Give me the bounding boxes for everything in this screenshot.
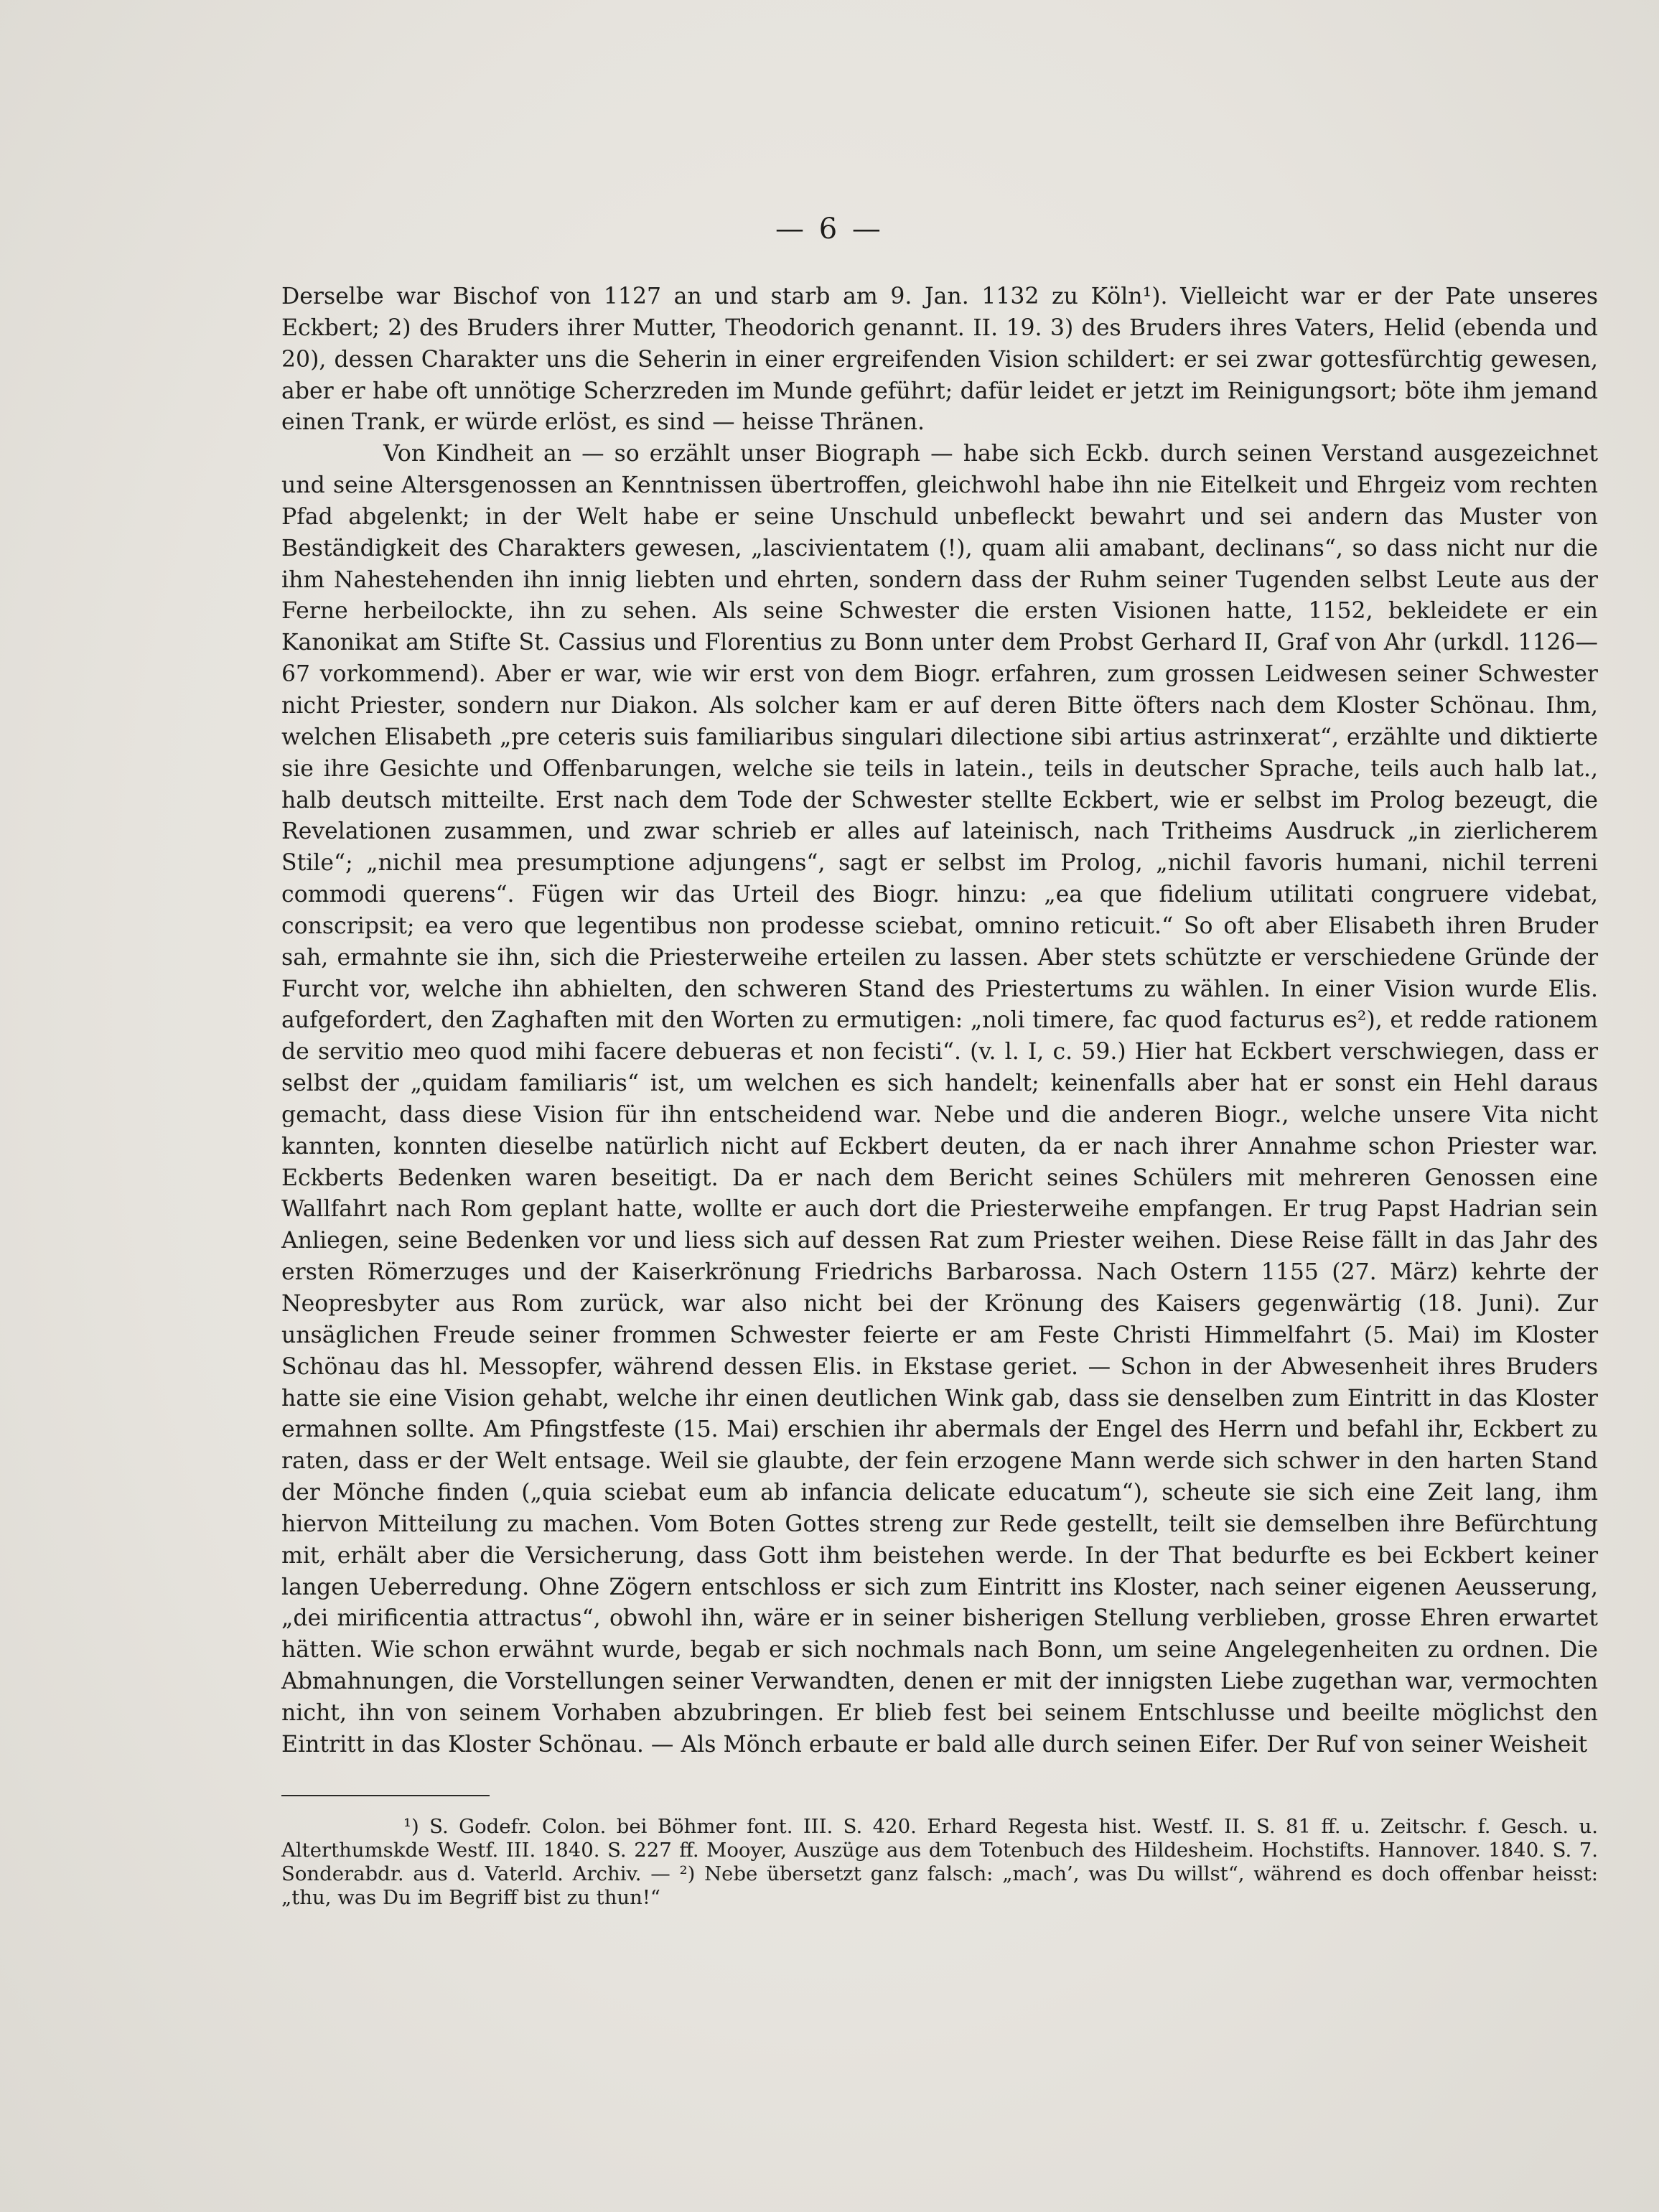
page-number: — 6 — — [775, 213, 884, 246]
footnote-1: ¹) S. Godefr. Colon. bei Böhmer font. III. S. 420. Erhard Regesta hist. Westf. II. S. 81 ff. u. Zeitschr. f. Gesch. u. Alterthumskde Westf. III. 1840. S. 227 ff. Mooyer, Auszüge aus dem Totenbuch des Hildesheim. Hochstifts. Hannover. 1840. S. 7. Sonderabdr. aus d. Vaterld. Archiv. — ²) Nebe übersetzt ganz falsch: „mach’, was Du willst“, während es doch offenbar heisst: „thu, was Du im Begriff bist zu thun!“ — [281, 1815, 1598, 1909]
main-text — [281, 281, 1598, 1761]
footnote-separator — [281, 1795, 490, 1796]
paragraph-1: Derselbe war Bischof von 1127 an und starb am 9. Jan. 1132 zu Köln¹). Vielleicht war er der Pate unseres Eckbert; 2) des Bruders ihrer Mutter, Theodorich genannt. II. 19. 3) des Bruders ihres Vaters, Helid (ebenda und 20), dessen Charakter uns die Seherin in einer ergreifenden Vision schildert: er sei zwar gottesfürchtig gewesen, aber er habe oft unnötige Scherzreden im Munde geführt; dafür leidet er jetzt im Reinigungsort; böte ihm jemand einen Trank, er würde erlöst, es sind — heisse Thränen. — [281, 284, 1598, 436]
footnotes — [281, 1815, 1598, 1910]
paragraph-2: Von Kindheit an — so erzählt unser Biograph — habe sich Eckb. durch seinen Verstand ausgezeichnet und seine Altersgenossen an Kenntnissen übertroffen, gleichwohl habe ihn nie Eitelkeit und Ehrgeiz vom rechten Pfad abgelenkt; in der Welt habe er seine Unschuld unbefleckt bewahrt und sei andern das Muster von Beständigkeit des Charakters gewesen, „lascivientatem (!), quam alii amabant, declinans“, so dass nicht nur die ihm Nahestehenden ihn innig liebten und ehrten, sondern dass der Ruhm seiner Tugenden selbst Leute aus der Ferne herbeilockte, ihn zu sehen. Als seine Schwester die ersten Visionen hatte, 1152, bekleidete er ein Kanonikat am Stifte St. Cassius und Florentius zu Bonn unter dem Probst Gerhard II, Graf von Ahr (urkdl. 1126—67 vorkommend). Aber er war, wie wir erst von dem Biogr. erfahren, zum grossen Leidwesen seiner Schwester nicht Priester, sondern nur Diakon. Als solcher kam er auf deren Bitte öfters nach dem Kloster Schönau. Ihm, welchen Elisabeth „pre ceteris suis familiaribus singulari dilectione sibi artius astrinxerat“, erzählte und diktierte sie ihre Gesichte und Offenbarungen, welche sie teils in latein., teils in deutscher Sprache, teils auch halb lat., halb deutsch mitteilte. Erst nach dem Tode der Schwester stellte Eckbert, wie er selbst im Prolog bezeugt, die Revelationen zusammen, und zwar schrieb er alles auf lateinisch, nach Tritheims Ausdruck „in zierlicherem Stile“; „nichil mea presumptione adjungens“, sagt er selbst im Prolog, „nichil favoris humani, nichil terreni commodi querens“. Fügen wir das Urteil des Biogr. hinzu: „ea que fidelium utilitati congruere videbat, conscripsit; ea vero que legentibus non prodesse sciebat, omnino reticuit.“ So oft aber Elisabeth ihren Bruder sah, ermahnte sie ihn, sich die Priesterweihe erteilen zu lassen. Aber stets schützte er verschiedene Gründe der Furcht vor, welche ihn abhielten, den schweren Stand des Priestertums zu wählen. In einer Vision wurde Elis. aufgefordert, den Zaghaften mit den Worten zu ermutigen: „noli timere, fac quod facturus es²), et redde rationem de servitio meo quod mihi facere debueras et non fecisti“. (v. l. I, c. 59.) Hier hat Eckbert verschwiegen, dass er selbst der „quidam familiaris“ ist, um welchen es sich handelt; keinenfalls aber hat er sonst ein Hehl daraus gemacht, dass diese Vision für ihn entscheidend war. Nebe und die anderen Biogr., welche unsere Vita nicht kannten, konnten dieselbe natürlich nicht auf Eckbert deuten, da er nach ihrer Annahme schon Priester war. Eckberts Bedenken waren beseitigt. Da er nach dem Bericht seines Schülers mit mehreren Genossen eine Wallfahrt nach Rom geplant hatte, wollte er auch dort die Priesterweihe empfangen. Er trug Papst Hadrian sein Anliegen, seine Bedenken vor und liess sich auf dessen Rat zum Priester weihen. Diese Reise fällt in das Jahr des ersten Römerzuges und der Kaiserkrönung Friedrichs Barbarossa. Nach Ostern 1155 (27. März) kehrte der Neopresbyter aus Rom zurück, war also nicht bei der Krönung des Kaisers gegenwärtig (18. Juni). Zur unsäglichen Freude seiner frommen Schwester feierte er am Feste Christi Himmelfahrt (5. Mai) im Kloster Schönau das hl. Messopfer, während dessen Elis. in Ekstase geriet. — Schon in der Abwesenheit ihres Bruders hatte sie eine Vision gehabt, welche ihr einen deutlichen Wink gab, dass sie denselben zum Eintritt in das Kloster ermahnen sollte. Am Pfingstfeste (15. Mai) erschien ihr abermals der Engel des Herrn und befahl ihr, Eckbert zu raten, dass er der Welt entsage. Weil sie glaubte, der fein erzogene Mann werde sich schwer in den harten Stand der Mönche finden („quia sciebat eum ab infancia delicate educatum“), scheute sie sich eine Zeit lang, ihm hiervon Mitteilung zu machen. Vom Boten Gottes streng zur Rede gestellt, teilt sie demselben ihre Befürchtung mit, erhält aber die Versicherung, dass Gott ihm beistehen werde. In der That bedurfte es bei Eckbert keiner langen Ueberredung. Ohne Zögern entschloss er sich zum Eintritt ins Kloster, nach seiner eigenen Aeusserung, „dei mirificentia attractus“, obwohl ihn, wäre er in seiner bisherigen Stellung verblieben, grosse Ehren erwartet hätten. Wie schon erwähnt wurde, begab er sich nochmals nach Bonn, um seine Angelegenheiten zu ordnen. Die Abmahnungen, die Vorstellungen seiner Verwandten, denen er mit der innigsten Liebe zugethan war, vermochten nicht, ihn von seinem Vorhaben abzubringen. Er blieb fest bei seinem Entschlusse und beeilte möglichst den Eintritt in das Kloster Schönau. — Als Mönch erbaute er bald alle durch seinen Eifer. Der Ruf von seiner Weisheit — [281, 441, 1598, 1758]
